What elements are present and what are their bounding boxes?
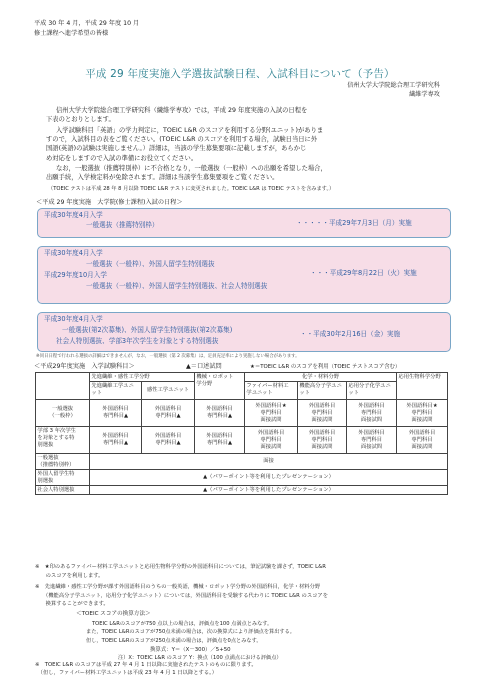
paragraph-line: 下表のとおりとします。 bbox=[46, 116, 115, 124]
paragraph-line: 入学試験科目「英語」の学力判定に，TOEIC L&R のスコアを利用する分野(ユニット)がありま bbox=[56, 127, 324, 134]
label-line: 別選抜 bbox=[37, 441, 54, 448]
cell-line: 専門科目▲ bbox=[102, 413, 129, 420]
schedule-line: 一般選抜（一般枠）、外国人留学生特別選抜、社会人特別選抜 bbox=[86, 282, 268, 290]
cell-line: 外国語科目 bbox=[102, 433, 129, 440]
cell-line: 専門科目 bbox=[360, 409, 383, 416]
schedule-date: ・・平成30年2月16日（金）実施 bbox=[300, 330, 401, 338]
schedule-box-1 bbox=[37, 208, 451, 238]
row-label: 社会人特別選抜 bbox=[36, 486, 90, 495]
cell-line: 面接試問 bbox=[411, 416, 433, 423]
cell-line: 外国語科目 bbox=[154, 433, 182, 440]
col-header bbox=[298, 382, 347, 400]
subjects-table bbox=[35, 372, 448, 495]
paragraph-intro bbox=[46, 106, 308, 124]
row-label bbox=[36, 454, 90, 470]
paragraph-line: すので，入試科目の表をご覧ください。(TOEIC L&R のスコアを利用する場合，試験日当日に外 bbox=[46, 136, 318, 144]
schedule-line: 平成30年度4月入学 bbox=[44, 211, 103, 219]
schedule-heading: ＜平成 29 年度実施 大学院(修士課程)入試の日程＞ bbox=[36, 199, 183, 206]
header-text: 応用生物科学分野 bbox=[398, 373, 441, 380]
cell-line: 外国語科目 bbox=[308, 429, 336, 436]
cell-line: 面接試問 bbox=[311, 416, 333, 423]
cell-line: 専門科目 bbox=[311, 436, 333, 443]
merged-cell: ▲（パワーポイント等を利用したプレゼンテーション） bbox=[90, 470, 448, 486]
note-validity bbox=[35, 662, 257, 677]
label-line: 一般選抜 bbox=[51, 406, 74, 413]
paragraph-line: なお，一般選抜（推薦特別枠）に不合格となり，一般選抜（一般枠）への出願を希望した場合， bbox=[56, 165, 327, 172]
sender-department: 繊維学専攻 bbox=[409, 91, 440, 98]
note-line: （但し，ファイバー材料工学ユニットは平成 23 年 4 月 1 日以降とする。） bbox=[35, 669, 218, 676]
schedule-line: 一般選抜（推薦特別枠） bbox=[86, 221, 159, 229]
note-line: ※ TOEIC L&R のスコアは平成 27 年 4 月 1 日以降に実施されたテストのものに限ります。 bbox=[35, 662, 257, 668]
cell-line: 外国語科目 bbox=[102, 406, 129, 413]
sender-school: 信州大学大学院総合理工学研究科 bbox=[347, 82, 440, 89]
col-header bbox=[347, 382, 397, 400]
row-label bbox=[36, 470, 90, 486]
schedule-line: 社会人特別選抜、学部3年次学生を対象とする特別選抜 bbox=[56, 337, 219, 345]
note-line: ※ 先進繊維・感性工学分野が課す外国語科目のうちの一般英語，機械・ロボット学分野の外国語科目，化学・材料分野 bbox=[35, 584, 321, 590]
note-line: ※ ★印のあるファイバー材料工学ユニットと応用生物科学分野の外国語科目については，筆記試験を課さず，TOEIC L&R bbox=[35, 564, 326, 570]
cell-line: 外国語科目★ bbox=[406, 402, 438, 409]
cell-line: 専門科目 bbox=[411, 436, 433, 443]
conversion-line: また，TOEIC L&Rのスコアが750点未満の場合は，次の換算式により評価点を算出する。 bbox=[86, 629, 295, 636]
cell-line: 面接試問 bbox=[360, 416, 383, 423]
header-text: ファイバー材料工学ユニット bbox=[246, 382, 289, 396]
header-text: 機能高分子学ユニット bbox=[299, 382, 342, 396]
label-line: （推薦特別枠） bbox=[37, 461, 75, 468]
table-cell bbox=[347, 427, 397, 454]
col-header: 感性工学ユニット bbox=[142, 382, 195, 400]
cell-line: 面接試問 bbox=[311, 443, 333, 450]
table-cell bbox=[298, 427, 347, 454]
header-text: 機械・ロボット学分野 bbox=[196, 373, 234, 387]
schedule-line: 一般選抜（一般枠）、外国人留学生特別選抜 bbox=[86, 260, 215, 268]
paragraph-line: 出願手続，入学検定料が免除されます。詳細は当該学生募集要項をご覧ください。 bbox=[46, 174, 279, 182]
subjects-heading: ＜平成29年度実施 入学試験科目＞ bbox=[34, 363, 135, 370]
table-cell bbox=[347, 400, 397, 427]
row-label bbox=[36, 427, 90, 454]
table-cell bbox=[245, 400, 298, 427]
label-line: 学部 3 年次学生 bbox=[37, 427, 76, 434]
table-header-row bbox=[36, 373, 448, 382]
merged-cell: 面接 bbox=[90, 454, 448, 470]
schedule-line: 平成30年度4月入学 bbox=[44, 249, 103, 257]
cell-line: 専門科目 bbox=[260, 436, 282, 443]
note-toeic-units bbox=[35, 563, 326, 580]
note-line: のスコアを利用します。 bbox=[35, 572, 104, 579]
table-row bbox=[36, 454, 448, 470]
cell-line: 外国語科目 bbox=[358, 429, 385, 436]
corner-cell bbox=[36, 373, 90, 400]
cell-line: 外国語科目 bbox=[358, 402, 385, 409]
paragraph-toeic bbox=[46, 126, 324, 163]
table-row bbox=[36, 486, 448, 495]
cell-line: 外国語科目 bbox=[206, 433, 233, 440]
table-cell bbox=[245, 427, 298, 454]
cell-line: 面接試問 bbox=[260, 443, 282, 450]
cell-line: 専門科目 bbox=[360, 436, 383, 443]
schedule-line: 平成30年度4月入学 bbox=[44, 315, 103, 323]
label-line: 別選抜 bbox=[37, 477, 54, 484]
conversion-line: 但し，TOEIC L&Rのスコアが250点未満の場合は，評価点を0点とみなす。 bbox=[86, 637, 262, 644]
col-group-header: 化学・材料分野 bbox=[245, 373, 397, 382]
legend-oral: ▲＝口述試問 bbox=[186, 363, 222, 370]
header-text: 応用分子化学ユニット bbox=[348, 382, 391, 396]
cell-line: 専門科目 bbox=[260, 409, 282, 416]
toeic-note: （TOEIC テストは平成 28 年 8 月以降 TOEIC L&R テストに変更されました。TOEIC L&R は TOEIC テストを含みます。） bbox=[48, 186, 335, 192]
conversion-heading: ＜TOEIC スコアの換算方法＞ bbox=[76, 611, 151, 617]
paragraph-line: 信州大学大学院総合理工学研究科（繊維学専攻）では，平成 29 年度実施の入試の日程を bbox=[56, 107, 308, 114]
conversion-rules bbox=[86, 620, 295, 645]
label-line: 外国人留学生特 bbox=[37, 470, 75, 477]
schedule-line: 平成29年度10月入学 bbox=[44, 271, 107, 279]
merged-cell: ▲（パワーポイント等を利用したプレゼンテーション） bbox=[90, 486, 448, 495]
paragraph-recommend bbox=[46, 164, 327, 182]
table-cell bbox=[195, 427, 245, 454]
col-group-header bbox=[195, 373, 245, 400]
note-line: （機能高分子学ユニット，応用分子化学ユニット）については，外国語科目を受験する代わりに TOEIC L&R のスコアを bbox=[35, 592, 329, 599]
cell-line: 専門科目▲ bbox=[155, 440, 181, 447]
cell-line: 外国語科目 bbox=[154, 406, 182, 413]
issue-date: 平成 30 年 4 月，平成 29 年度 10 月 bbox=[34, 20, 140, 27]
table-cell bbox=[142, 400, 195, 427]
page-title: 平成 29 年度実施入学選抜試験日程、入試科目について（予告） bbox=[85, 68, 395, 80]
table-row bbox=[36, 427, 448, 454]
label-line: を対象とする特 bbox=[37, 434, 75, 441]
cell-line: 面接試問 bbox=[411, 443, 433, 450]
schedule-date: ・・・平成29年8月22日（火）実施 bbox=[310, 269, 417, 277]
label-line: 一般選抜 bbox=[37, 454, 59, 461]
cell-line: 専門科目▲ bbox=[155, 413, 181, 420]
conversion-formula: 換算式：Y＝（X－300）／5+50 bbox=[150, 647, 231, 653]
schedule-box-3 bbox=[37, 312, 451, 352]
cell-line: 専門科目 bbox=[311, 409, 333, 416]
cell-line: 面接試問 bbox=[360, 443, 383, 450]
cell-line: 専門科目▲ bbox=[206, 440, 233, 447]
cell-line: 外国語科目 bbox=[308, 402, 336, 409]
cell-line: 専門科目▲ bbox=[102, 440, 129, 447]
cell-line: 外国語科目 bbox=[408, 429, 436, 436]
cell-line: 外国語科目 bbox=[257, 429, 285, 436]
addressee: 修士課程へ進学希望の皆様 bbox=[34, 30, 109, 37]
table-row bbox=[36, 400, 448, 427]
schedule-date: ・・・・・平成29年7月3日（月）実施 bbox=[296, 219, 412, 227]
table-cell bbox=[397, 427, 448, 454]
table-row bbox=[36, 470, 448, 486]
legend-toeic: ★＝TOEIC L&R のスコアを利用（TOEIC テストスコア含む） bbox=[250, 364, 401, 370]
col-group-header bbox=[397, 373, 448, 400]
note-line: 換算することができます。 bbox=[35, 601, 109, 608]
note-conversion bbox=[35, 583, 328, 609]
paragraph-line: め対応をしますので入試の準備にお役立てください。 bbox=[46, 154, 198, 162]
table-cell bbox=[298, 400, 347, 427]
cell-line: 専門科目▲ bbox=[206, 413, 233, 420]
paragraph-line: 国語(英語)の試験は実施しません。）詳細は，当該の学生募集要項に記載しますが，あらかじ bbox=[46, 145, 307, 153]
col-header bbox=[245, 382, 298, 400]
cell-line: 外国語科目★ bbox=[255, 402, 287, 409]
conversion-line: TOEIC L&Rのスコアが750 点以上の場合は，評価点を100 点満点とみなす。 bbox=[92, 621, 273, 627]
table-cell bbox=[90, 400, 142, 427]
table-cell bbox=[195, 400, 245, 427]
table-cell bbox=[397, 400, 448, 427]
cell-line: 面接試問 bbox=[260, 416, 282, 423]
table-cell bbox=[90, 427, 142, 454]
cell-line: 外国語科目 bbox=[206, 406, 233, 413]
formula-note: 注）X：TOEIC L&R のスコア Y：換点（100 点満点における評価点） bbox=[118, 655, 282, 661]
col-header bbox=[90, 382, 142, 400]
row-label bbox=[36, 400, 90, 427]
table-cell bbox=[142, 427, 195, 454]
label-line: （一般枠） bbox=[49, 413, 76, 420]
cell-line: 専門科目 bbox=[411, 409, 433, 416]
col-group-header: 先進繊維・感性工学分野 bbox=[90, 373, 195, 382]
schedule-line: 一般選抜(第2次募集)、外国人留学生特別選抜(第2次募集) bbox=[62, 326, 233, 334]
header-text: 先進繊維工学ユニット bbox=[91, 382, 134, 396]
schedule-box-2 bbox=[37, 246, 451, 304]
schedule-footnote: ※同日日程で行われる選抜の詳細はできませんが，なお，一般選抜（第 2 次募集）は，定員充足率により実施しない場合があります。 bbox=[36, 354, 300, 359]
